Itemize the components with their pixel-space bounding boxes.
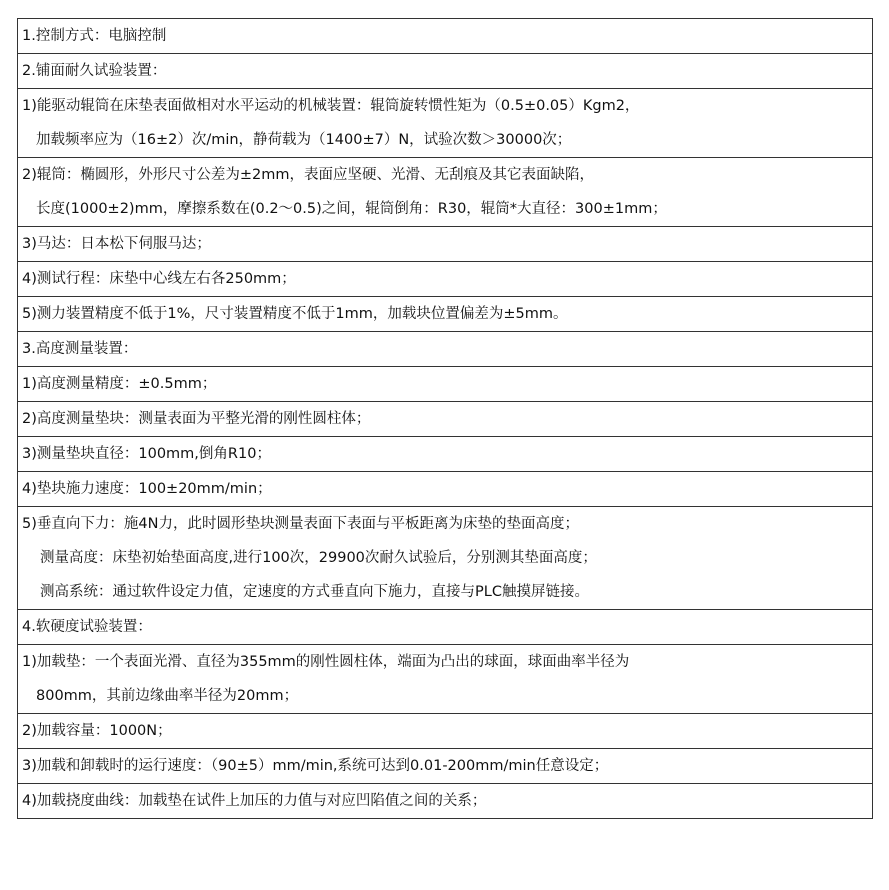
table-cell (18, 645, 873, 714)
row-line: 测高系统：通过软件设定力值，定速度的方式垂直向下施力，直接与PLC触摸屏链接。 (40, 584, 589, 600)
row-line: 4)垫块施力速度：100±20mm/min； (22, 481, 272, 497)
table-cell (18, 610, 873, 645)
row-line: 1)高度测量精度：±0.5mm； (22, 376, 217, 392)
table-cell (18, 714, 873, 749)
row-line: 2.铺面耐久试验装置： (22, 63, 167, 79)
row-line: 4.软硬度试验装置： (22, 619, 152, 635)
row-line: 3)加载和卸载时的运行速度：（90±5）mm/min,系统可达到0.01-200mm/min任意设定； (22, 758, 609, 774)
table-cell (18, 19, 873, 54)
table-row (18, 749, 873, 784)
row-line: 4)测试行程：床垫中心线左右各250mm； (22, 271, 296, 287)
table-row (18, 54, 873, 89)
table-cell (18, 332, 873, 367)
table-row (18, 367, 873, 402)
table-cell (18, 749, 873, 784)
table-row (18, 784, 873, 819)
row-line: 4)加载挠度曲线：加载垫在试件上加压的力值与对应凹陷值之间的关系； (22, 793, 487, 809)
table-cell (18, 297, 873, 332)
table-row (18, 332, 873, 367)
row-line: 测量高度：床垫初始垫面高度,进行100次，29900次耐久试验后，分别测其垫面高度； (40, 550, 597, 566)
row-line: 5)垂直向下力：施4N力，此时圆形垫块测量表面下表面与平板距离为床垫的垫面高度； (22, 516, 579, 532)
row-line: 3.高度测量装置： (22, 341, 138, 357)
table-cell (18, 784, 873, 819)
table-cell (18, 54, 873, 89)
row-line: 1.控制方式：电脑控制 (22, 28, 167, 44)
table-row (18, 89, 873, 158)
table-cell (18, 262, 873, 297)
row-line: 1)加载垫：一个表面光滑、直径为355mm的刚性圆柱体，端面为凸出的球面，球面曲率半径为 (22, 654, 630, 670)
table-row (18, 507, 873, 610)
row-line: 2)辊筒：椭圆形，外形尺寸公差为±2mm，表面应坚硬、光滑、无刮痕及其它表面缺陷， (22, 167, 595, 183)
table-row (18, 714, 873, 749)
table-row (18, 227, 873, 262)
table-row (18, 472, 873, 507)
table-row (18, 262, 873, 297)
table-row (18, 645, 873, 714)
table-cell (18, 89, 873, 158)
row-line: 加载频率应为（16±2）次/min，静荷载为（1400±7）N，试验次数＞30000次； (36, 132, 572, 148)
row-line: 2)加载容量：1000N； (22, 723, 172, 739)
row-line: 3)马达：日本松下伺服马达； (22, 236, 211, 252)
row-line: 长度(1000±2)mm，摩擦系数在(0.2～0.5)之间，辊筒倒角：R30，辊筒*大直径：300±1mm； (36, 201, 667, 217)
row-line: 3)测量垫块直径：100mm,倒角R10； (22, 446, 271, 462)
spec-table (17, 18, 873, 819)
table-cell (18, 227, 873, 262)
table-cell (18, 158, 873, 227)
table-row (18, 610, 873, 645)
table-cell (18, 402, 873, 437)
row-line: 1)能驱动辊筒在床垫表面做相对水平运动的机械装置：辊筒旋转惯性矩为（0.5±0.05）Kgm2， (22, 98, 640, 114)
table-row (18, 437, 873, 472)
row-line: 2)高度测量垫块：测量表面为平整光滑的刚性圆柱体； (22, 411, 371, 427)
table-row (18, 158, 873, 227)
table-row (18, 402, 873, 437)
table-row (18, 297, 873, 332)
table-row (18, 19, 873, 54)
table-cell (18, 437, 873, 472)
table-cell (18, 507, 873, 610)
table-cell (18, 367, 873, 402)
table-cell (18, 472, 873, 507)
row-line: 5)测力装置精度不低于1%，尺寸装置精度不低于1mm，加载块位置偏差为±5mm。 (22, 306, 568, 322)
row-line: 800mm，其前边缘曲率半径为20mm； (36, 688, 299, 704)
